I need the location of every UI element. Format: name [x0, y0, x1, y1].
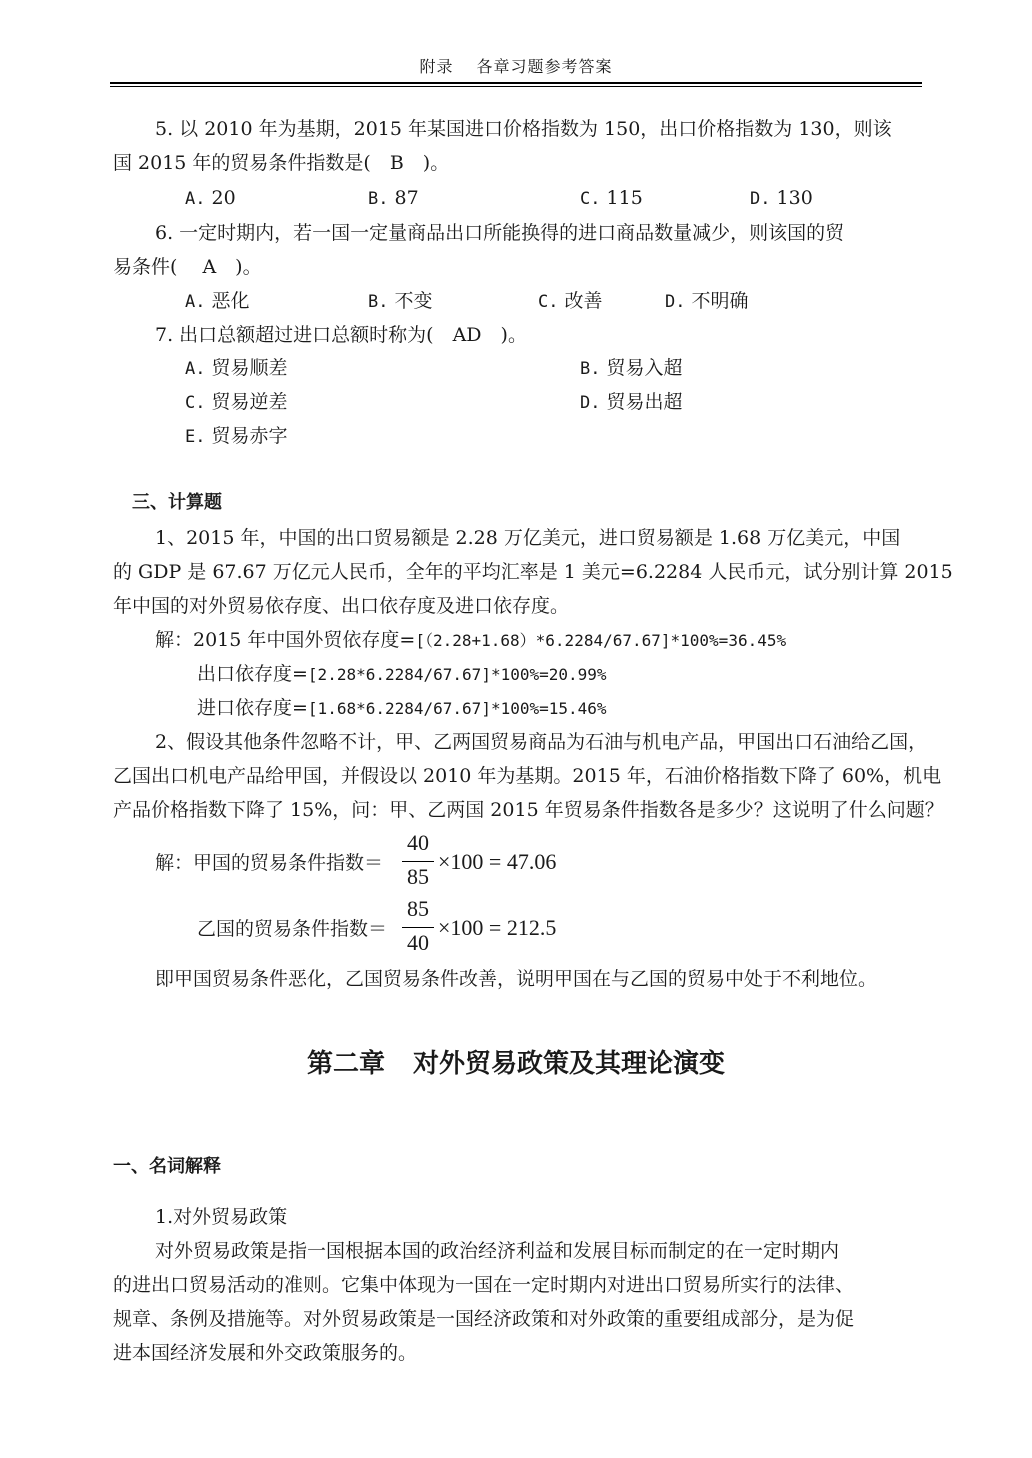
formula-country-b-result: ×100 = 212.5 — [438, 915, 557, 940]
calc1-solution-export-label: 出口依存度= — [197, 663, 308, 685]
calc2-line1: 2、假设其他条件忽略不计，甲、乙两国贸易商品为石油与机电产品，甲国出口石油给乙国， — [155, 731, 928, 753]
q6-stem-line1: 6. 一定时期内，若一国一定量商品出口所能换得的进口商品数量减少，则该国的贸 — [155, 222, 845, 244]
q5-option-c — [580, 181, 643, 216]
q6-option-c-letter: C. — [538, 292, 559, 312]
calc1-solution-total — [155, 623, 786, 658]
q7-stem: 7. 出口总额超过进口总额时称为( AD )。 — [155, 324, 527, 346]
q6-option-a-text: 恶化 — [211, 290, 250, 312]
q7-option-b-letter: B. — [580, 359, 601, 379]
q5-option-d-letter: D. — [750, 189, 771, 209]
q7-option-b — [580, 351, 683, 386]
q5-option-b-text: 87 — [394, 187, 419, 209]
calc1-line2: 的 GDP 是 67.67 万亿元人民币，全年的平均汇率是 1 美元=6.2284 人民币元，试分别计算 2015 — [113, 561, 953, 583]
q7-option-a-text: 贸易顺差 — [211, 357, 288, 379]
calc1-solution-import — [197, 691, 607, 726]
q6-stem-line2: 易条件( A )。 — [113, 256, 262, 278]
q6-option-c — [538, 284, 603, 319]
formula-country-a-result: ×100 = 47.06 — [438, 849, 557, 874]
q5-option-c-text: 115 — [606, 187, 643, 209]
q7-option-d — [580, 385, 683, 420]
term-definition-line4: 进本国经济发展和外交政策服务的。 — [113, 1342, 418, 1364]
calc1-solution-total-expr: [（2.28+1.68）*6.2284/67.67]*100%=36.45% — [415, 631, 787, 650]
calc1-solution-import-expr: [1.68*6.2284/67.67]*100%=15.46% — [307, 699, 607, 718]
chapter-name: 对外贸易政策及其理论演变 — [413, 1049, 726, 1079]
running-header: 附录 各章习题参考答案 — [419, 57, 613, 76]
q6-option-c-text: 改善 — [564, 290, 603, 312]
q7-option-e — [185, 419, 288, 454]
q7-option-e-letter: E. — [185, 427, 206, 447]
q6-option-a-letter: A. — [185, 292, 206, 312]
q6-option-b-letter: B. — [368, 292, 389, 312]
q5-stem-line1: 5. 以 2010 年为基期，2015 年某国进口价格指数为 150，出口价格指数为 130，则该 — [155, 118, 892, 140]
q7-option-c-text: 贸易逆差 — [211, 391, 288, 413]
section-heading-calc: 三、计算题 — [132, 492, 222, 513]
q5-option-d-text: 130 — [776, 187, 813, 209]
q6-option-a — [185, 284, 250, 319]
calc1-line1: 1、2015 年，中国的出口贸易额是 2.28 万亿美元，进口贸易额是 1.68 万亿美元，中国 — [155, 527, 901, 549]
chapter-number: 第二章 — [306, 1049, 385, 1079]
q6-option-d-letter: D. — [665, 292, 686, 312]
q5-option-c-letter: C. — [580, 189, 601, 209]
formula-country-b-label: 乙国的贸易条件指数＝ — [197, 918, 388, 940]
q5-option-a-letter: A. — [185, 189, 206, 209]
formula-country-a-label: 解：甲国的贸易条件指数＝ — [155, 852, 384, 874]
q7-option-c-letter: C. — [185, 393, 206, 413]
formula-country-a — [155, 828, 575, 898]
term-definition-line3: 规章、条例及措施等。对外贸易政策是一国经济政策和对外政策的重要组成部分，是为促 — [113, 1308, 855, 1330]
chapter-title — [0, 1044, 1032, 1084]
calc1-solution-total-label: 解：2015 年中国外贸依存度= — [155, 629, 416, 651]
fraction-b-numerator: 85 — [407, 896, 429, 921]
q7-option-c — [185, 385, 288, 420]
calc2-line2: 乙国出口机电产品给甲国，并假设以 2010 年为基期。2015 年，石油价格指数下降了 60%，机电 — [113, 765, 942, 787]
calc1-solution-export — [197, 657, 607, 692]
calc2-conclusion: 即甲国贸易条件恶化，乙国贸易条件改善，说明甲国在与乙国的贸易中处于不利地位。 — [155, 968, 878, 990]
q5-option-b — [368, 181, 419, 216]
q5-option-a — [185, 181, 236, 216]
q6-option-b — [368, 284, 433, 319]
term-definition-line1: 对外贸易政策是指一国根据本国的政治经济利益和发展目标而制定的在一定时期内 — [155, 1240, 840, 1262]
fraction-a-denominator: 85 — [407, 864, 429, 889]
q7-option-e-text: 贸易赤字 — [211, 425, 288, 447]
q5-option-d — [750, 181, 813, 216]
term-definition-line2: 的进出口贸易活动的准则。它集中体现为一国在一定时期内对进出口贸易所实行的法律、 — [113, 1274, 855, 1296]
calc1-solution-export-expr: [2.28*6.2284/67.67]*100%=20.99% — [307, 665, 607, 684]
q7-option-a-letter: A. — [185, 359, 206, 379]
header-rule-thick — [110, 82, 922, 84]
q7-option-d-text: 贸易出超 — [606, 391, 683, 413]
calc2-line3: 产品价格指数下降了 15%，问：甲、乙两国 2015 年贸易条件指数各是多少？这说明了什么问题？ — [113, 799, 944, 821]
q7-option-d-letter: D. — [580, 393, 601, 413]
q6-option-d — [665, 284, 749, 319]
formula-country-b — [197, 894, 617, 964]
fraction-b-denominator: 40 — [407, 930, 429, 955]
calc1-line3: 年中国的对外贸易依存度、出口依存度及进口依存度。 — [113, 595, 570, 617]
q6-option-b-text: 不变 — [394, 290, 433, 312]
q5-option-a-text: 20 — [211, 187, 236, 209]
section-heading-terms: 一、名词解释 — [113, 1156, 221, 1177]
fraction-a-numerator: 40 — [407, 830, 429, 855]
calc1-solution-import-label: 进口依存度= — [197, 697, 308, 719]
q7-option-b-text: 贸易入超 — [606, 357, 683, 379]
term-title: 1.对外贸易政策 — [155, 1206, 288, 1228]
q5-stem-line2: 国 2015 年的贸易条件指数是( B )。 — [113, 152, 450, 174]
q5-option-b-letter: B. — [368, 189, 389, 209]
header-rule-thin — [110, 86, 922, 87]
q7-option-a — [185, 351, 288, 386]
q6-option-d-text: 不明确 — [691, 290, 749, 312]
